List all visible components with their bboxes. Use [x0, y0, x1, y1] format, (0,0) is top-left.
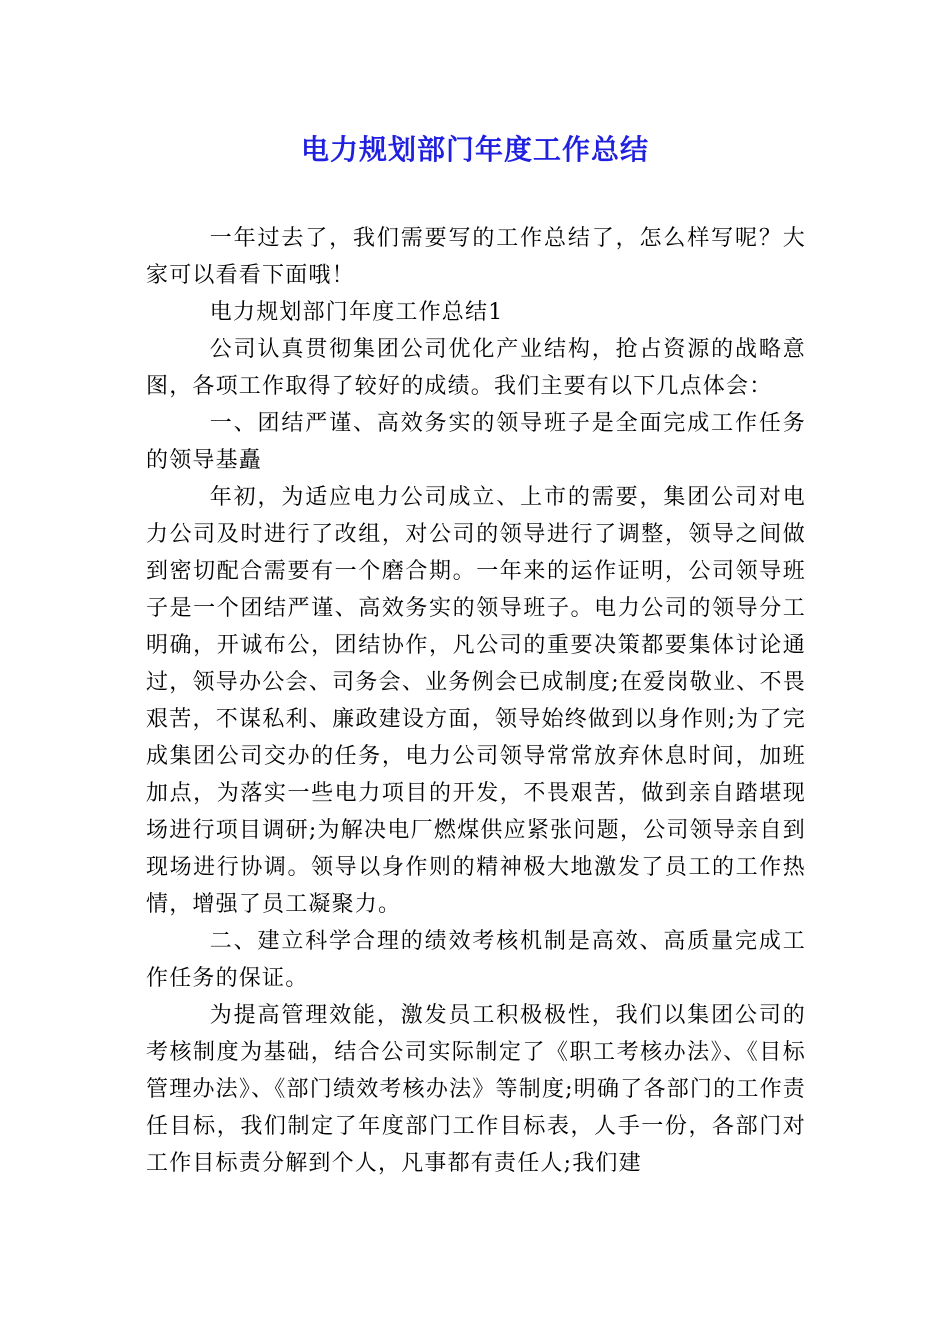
document-body [146, 220, 806, 1182]
document-title: 电力规划部门年度工作总结 [300, 133, 649, 166]
intro-paragraph: 一年过去了，我们需要写的工作总结了，怎么样写呢？大家可以看看下面哦！ [146, 226, 806, 288]
point-heading-2: 二、建立科学合理的绩效考核机制是高效、高质量完成工作任务的保证。 [146, 929, 806, 991]
body-paragraph: 为提高管理效能，激发员工积极极性，我们以集团公司的考核制度为基础，结合公司实际制定了《职工考核办法》、《目标管理办法》、《部门绩效考核办法》等制度;明确了各部门的工作责任目标，我们制定了年度部门工作目标表，人手一份，各部门对工作目标责分解到个人，凡事都有责任人;我们建 [146, 1003, 806, 1176]
point-heading-1: 一、团结严谨、高效务实的领导班子是全面完成工作任务的领导基矗 [146, 411, 806, 473]
body-paragraph: 年初，为适应电力公司成立、上市的需要，集团公司对电力公司及时进行了改组，对公司的领导进行了调整，领导之间做到密切配合需要有一个磨合期。一年来的运作证明，公司领导班子是一个团结严谨、高效务实的领导班子。电力公司的领导分工明确，开诚布公，团结协作，凡公司的重要决策都要集体讨论通过，领导办公会、司务会、业务例会已成制度;在爱岗敬业、不畏艰苦，不谋私利、廉政建设方面，领导始终做到以身作则;为了完成集团公司交办的任务，电力公司领导常常放弃休息时间，加班加点，为落实一些电力项目的开发，不畏艰苦，做到亲自踏堪现场进行项目调研;为解决电厂燃煤供应紧张问题，公司领导亲自到现场进行协调。领导以身作则的精神极大地激发了员工的工作热情，增强了员工凝聚力。 [146, 485, 806, 917]
body-paragraph: 公司认真贯彻集团公司优化产业结构，抢占资源的战略意图，各项工作取得了较好的成绩。我们主要有以下几点体会： [146, 337, 806, 399]
section-heading: 电力规划部门年度工作总结1 [209, 300, 504, 325]
